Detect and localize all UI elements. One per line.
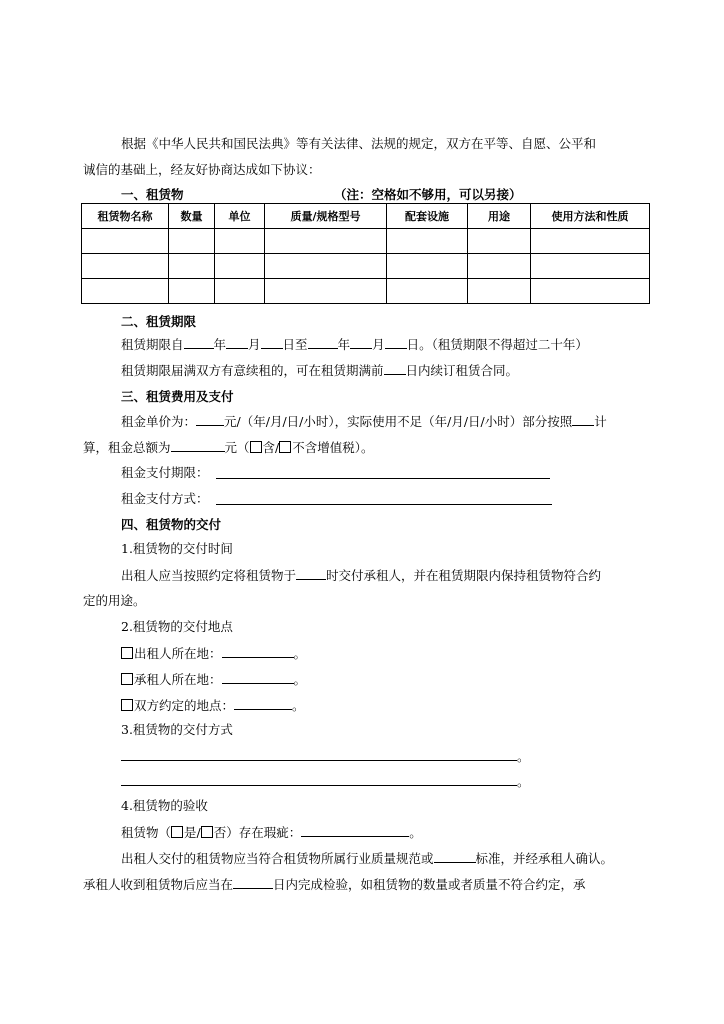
renewal-text-b: 日内续订租赁合同。: [405, 363, 519, 378]
delivery-time-line: [121, 566, 601, 585]
defect-no-label: 否）存在瑕疵：: [213, 825, 302, 840]
delivery-place-title: 2.租赁物的交付地点: [121, 619, 233, 634]
delivery-time-line-2: 定的用途。: [83, 593, 146, 608]
defect-yes-checkbox[interactable]: [171, 826, 183, 838]
intro-line-1: 根据《中华人民共和国民法典》等有关法律、法规的规定，双方在平等、自愿、公平和: [121, 136, 597, 151]
table-row: [82, 254, 650, 279]
acceptance-title: 4.租赁物的验收: [121, 798, 208, 813]
quality-standard-text-a: 出租人交付的租赁物应当符合租赁物所属行业质量规范或: [121, 851, 434, 866]
agreed-location-checkbox[interactable]: [121, 699, 133, 711]
lease-term-text-f: 月: [372, 337, 385, 352]
table-row: [82, 279, 650, 304]
lessee-location-label: 承租人所在地：: [134, 672, 222, 687]
period-mark: 。: [517, 749, 530, 764]
delivery-method-blank-2[interactable]: [121, 785, 517, 786]
table-cell[interactable]: [387, 229, 468, 254]
lease-term-text-a: 租赁期限自: [121, 337, 184, 352]
end-month-blank[interactable]: [350, 335, 372, 349]
tax-included-checkbox[interactable]: [250, 441, 262, 453]
unit-price-text-b: 元/（年/月/日/小时），实际使用不足（年/月/日/小时）部分按照: [224, 414, 573, 429]
header-usage-method: 使用方法和性质: [531, 204, 650, 229]
quality-standard-line: [121, 849, 613, 868]
table-cell[interactable]: [468, 254, 531, 279]
end-year-blank[interactable]: [308, 335, 338, 349]
header-quantity: 数量: [169, 204, 215, 229]
header-purpose: 用途: [468, 204, 531, 229]
section-4-title: 四、租赁物的交付: [121, 517, 222, 532]
table-cell[interactable]: [531, 279, 650, 304]
delivery-time-text-b: 时交付承租人，并在租赁期限内保持租赁物符合约: [326, 568, 602, 583]
quality-standard-blank[interactable]: [434, 849, 476, 863]
defect-detail-blank[interactable]: [301, 823, 409, 837]
table-cell[interactable]: [468, 229, 531, 254]
total-rent-text-a: 算，租金总额为: [83, 440, 171, 455]
period-mark: 。: [293, 646, 307, 661]
table-cell[interactable]: [265, 229, 387, 254]
header-unit: 单位: [215, 204, 265, 229]
inspection-text-b: 日内完成检验，如租赁物的数量或者质量不符合约定，承: [273, 877, 586, 892]
defect-text-a: 租赁物（: [121, 825, 172, 840]
defect-line: [121, 823, 422, 842]
payment-term-blank[interactable]: [216, 478, 550, 479]
tax-included-label: 含/: [262, 440, 280, 455]
renewal-text-a: 租赁期限届满双方有意续租的，可在租赁期满前: [121, 363, 384, 378]
table-cell[interactable]: [82, 279, 169, 304]
table-cell[interactable]: [531, 254, 650, 279]
table-row: [82, 229, 650, 254]
period-mark: 。: [292, 698, 305, 713]
defect-yes-label: 是/: [184, 825, 201, 840]
header-quality-spec: 质量/规格型号: [265, 204, 387, 229]
delivery-time-title: 1.租赁物的交付时间: [121, 541, 233, 556]
delivery-place-option-3: [121, 696, 305, 715]
lessor-location-blank[interactable]: [222, 644, 294, 658]
start-year-blank[interactable]: [184, 335, 214, 349]
intro-line-2: 诚信的基础上，经友好协商达成如下协议：: [83, 162, 321, 177]
table-cell[interactable]: [169, 254, 215, 279]
period-mark: 。: [293, 672, 307, 687]
total-rent-text-b: 元（: [224, 440, 250, 455]
unit-price-text-a: 租金单价为：: [121, 414, 197, 429]
payment-term-label: 租金支付期限：: [121, 465, 209, 480]
lessor-location-checkbox[interactable]: [121, 647, 133, 659]
lease-term-text-c: 月: [248, 337, 261, 352]
delivery-time-text-a: 出租人应当按照约定将租赁物于: [121, 568, 297, 583]
unit-price-blank[interactable]: [196, 412, 224, 426]
unit-price-line: [121, 412, 607, 431]
start-day-blank[interactable]: [261, 335, 283, 349]
lease-term-text-g: 日。（租赁期限不得超过二十年）: [406, 337, 588, 352]
inspection-line: [83, 875, 586, 894]
payment-method-blank[interactable]: [216, 504, 552, 505]
payment-method-label: 租金支付方式：: [121, 491, 209, 506]
delivery-method-title: 3.租赁物的交付方式: [121, 722, 233, 737]
lessee-location-checkbox[interactable]: [121, 673, 133, 685]
inspection-text-a: 承租人收到租赁物后应当在: [83, 877, 234, 892]
delivery-place-option-2: [121, 670, 306, 689]
total-rent-line: [83, 438, 374, 457]
table-cell[interactable]: [265, 279, 387, 304]
agreed-location-label: 双方约定的地点：: [134, 698, 235, 713]
delivery-place-option-1: [121, 644, 306, 663]
section-3-title: 三、租赁费用及支付: [121, 389, 234, 404]
defect-no-checkbox[interactable]: [201, 826, 213, 838]
tax-excluded-label: 不含增值税）。: [292, 440, 374, 455]
table-cell[interactable]: [387, 254, 468, 279]
section-2-title: 二、租赁期限: [121, 314, 197, 329]
rental-items-table: [81, 203, 650, 304]
table-cell[interactable]: [265, 254, 387, 279]
lease-term-text-d: 日至: [282, 337, 308, 352]
lessor-location-label: 出租人所在地：: [134, 646, 222, 661]
header-item-name: 租赁物名称: [82, 204, 169, 229]
inspection-days-blank[interactable]: [233, 875, 273, 889]
table-cell[interactable]: [82, 229, 169, 254]
table-cell[interactable]: [531, 229, 650, 254]
lease-term-text-b: 年: [213, 337, 227, 352]
table-cell[interactable]: [215, 229, 265, 254]
renewal-line: [121, 361, 518, 380]
agreed-location-blank[interactable]: [234, 696, 292, 710]
lease-term-line: [121, 335, 588, 354]
end-day-blank[interactable]: [385, 335, 407, 349]
table-cell[interactable]: [215, 254, 265, 279]
section-1-note: （注：空格如不够用，可以另接）: [334, 187, 522, 202]
period-mark: 。: [517, 774, 530, 789]
renewal-days-blank[interactable]: [384, 361, 406, 375]
partial-calc-blank[interactable]: [572, 412, 594, 426]
table-cell[interactable]: [169, 279, 215, 304]
table-cell[interactable]: [215, 279, 265, 304]
delivery-method-blank-1[interactable]: [121, 760, 517, 761]
lessee-location-blank[interactable]: [222, 670, 294, 684]
table-cell[interactable]: [387, 279, 468, 304]
quality-standard-text-b: 标准，并经承租人确认。: [475, 851, 614, 866]
section-1-title: 一、租赁物: [121, 187, 184, 202]
table-cell[interactable]: [468, 279, 531, 304]
start-month-blank[interactable]: [226, 335, 248, 349]
unit-price-text-c: 计: [594, 414, 607, 429]
period-mark: 。: [409, 825, 422, 840]
table-cell[interactable]: [82, 254, 169, 279]
tax-excluded-checkbox[interactable]: [279, 441, 291, 453]
header-facilities: 配套设施: [387, 204, 468, 229]
table-cell[interactable]: [169, 229, 215, 254]
lease-term-text-e: 年: [337, 337, 351, 352]
delivery-time-blank[interactable]: [296, 566, 326, 580]
table-header-row: [82, 204, 650, 229]
total-rent-blank[interactable]: [171, 438, 225, 452]
